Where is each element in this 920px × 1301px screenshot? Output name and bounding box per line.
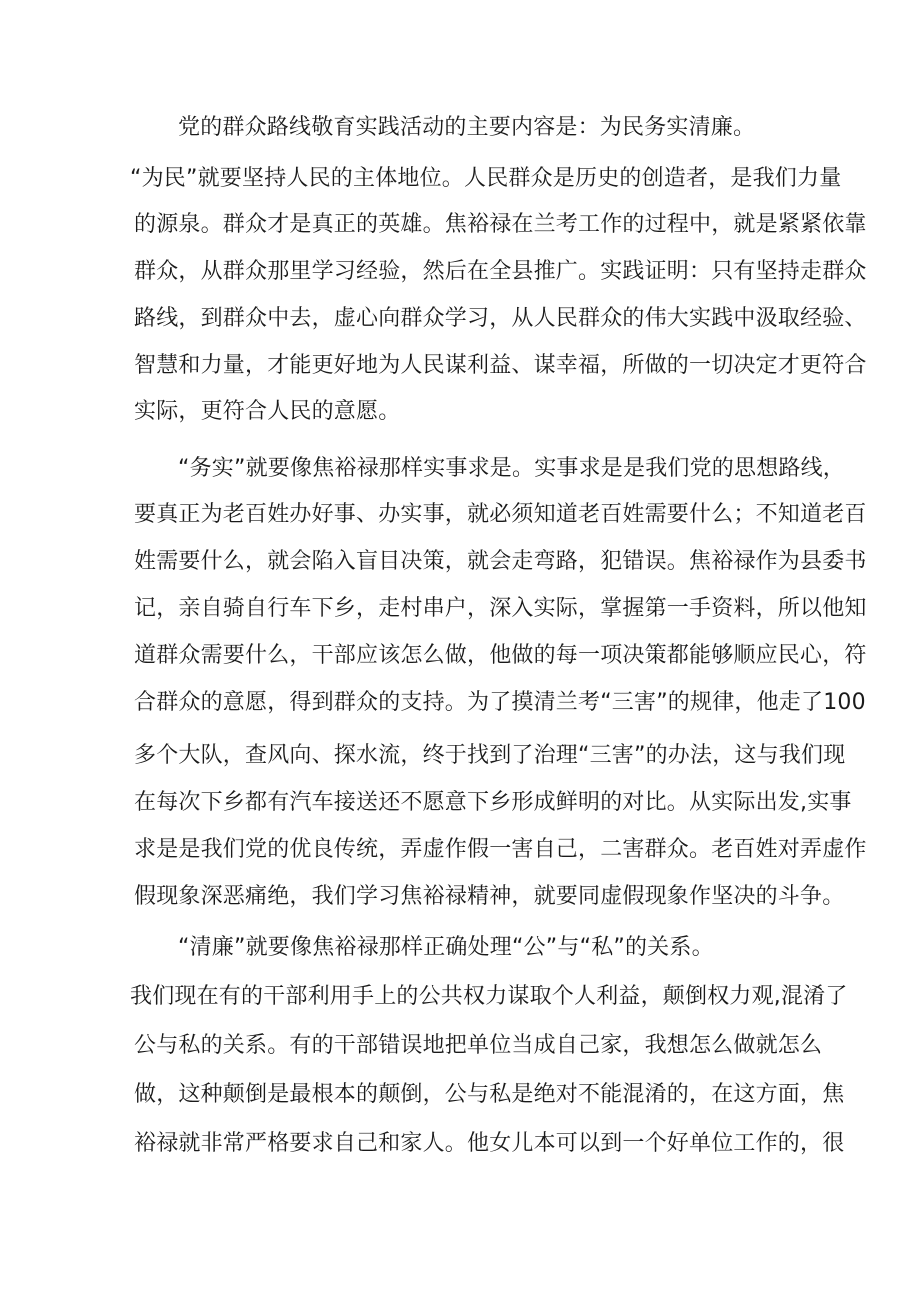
text-line: 道群众需要什么，干部应该怎么做，他做的每一项决策都能够顺应民心，符 (134, 643, 867, 668)
text-line: 的源泉。群众才是真正的英雄。焦裕禄在兰考工作的过程中，就是紧紧依靠 (134, 212, 867, 237)
text-line: 裕禄就非常严格要求自己和家人。他女儿本可以到一个好单位工作的，很 (134, 1131, 845, 1156)
text-line: 求是是我们党的优良传统，弄虚作假一害自己，二害群众。老百姓对弄虚作 (134, 837, 867, 862)
text-line: 党的群众路线敬育实践活动的主要内容是：为民务实清廉。 (178, 115, 756, 140)
text-line: 多个大队，查风向、探水流，终于找到了治理“三害”的办法，这与我们现 (134, 743, 846, 768)
text-line: “为民”就要坚持人民的主体地位。人民群众是历史的创造者，是我们力量 (130, 166, 842, 191)
text-line: 姓需要什么，就会陷入盲目决策，就会走弯路，犯错误。焦裕禄作为县委书 (134, 549, 867, 574)
text-line: 群众，从群众那里学习经验，然后在全县推广。实践证明：只有坚持走群众 (134, 259, 867, 284)
text-line: 合群众的意愿，得到群众的支持。为了摸清兰考“三害”的规律，他走了100 (134, 690, 866, 715)
text-line: 实际，更符合人民的意愿。 (134, 399, 401, 424)
text-line: 假现象深恶痛绝，我们学习焦裕禄精神，就要同虚假现象作坚决的斗争。 (134, 884, 845, 909)
text-line: 在每次下乡都有汽车接送还不愿意下乡形成鲜明的对比。从实际出发,实事 (134, 790, 852, 815)
text-line: 我们现在有的干部利用手上的公共权力谋取个人利益，颠倒权力观,混淆了 (130, 984, 848, 1009)
text-line: “清廉”就要像焦裕禄那样正确处理“公”与“私”的关系。 (178, 935, 714, 960)
text-line: 路线，到群众中去，虚心向群众学习，从人民群众的伟大实践中汲取经验、 (134, 306, 867, 331)
text-line: 要真正为老百姓办好事、办实事，就必须知道老百姓需要什么；不知道老百 (134, 502, 867, 527)
text-line: 公与私的关系。有的干部错误地把单位当成自己家，我想怎么做就怎么 (134, 1033, 823, 1058)
text-line: 记，亲自骑自行车下乡，走村串户，深入实际，掌握第一手资料，所以他知 (134, 596, 867, 621)
text-line: “务实”就要像焦裕禄那样实事求是。实事求是是我们党的思想路线， (178, 456, 845, 481)
text-line: 做，这种颠倒是最根本的颠倒，公与私是绝对不能混淆的，在这方面，焦 (134, 1082, 845, 1107)
text-line: 智慧和力量，才能更好地为人民谋利益、谋幸福，所做的一切决定才更符合 (134, 353, 867, 378)
